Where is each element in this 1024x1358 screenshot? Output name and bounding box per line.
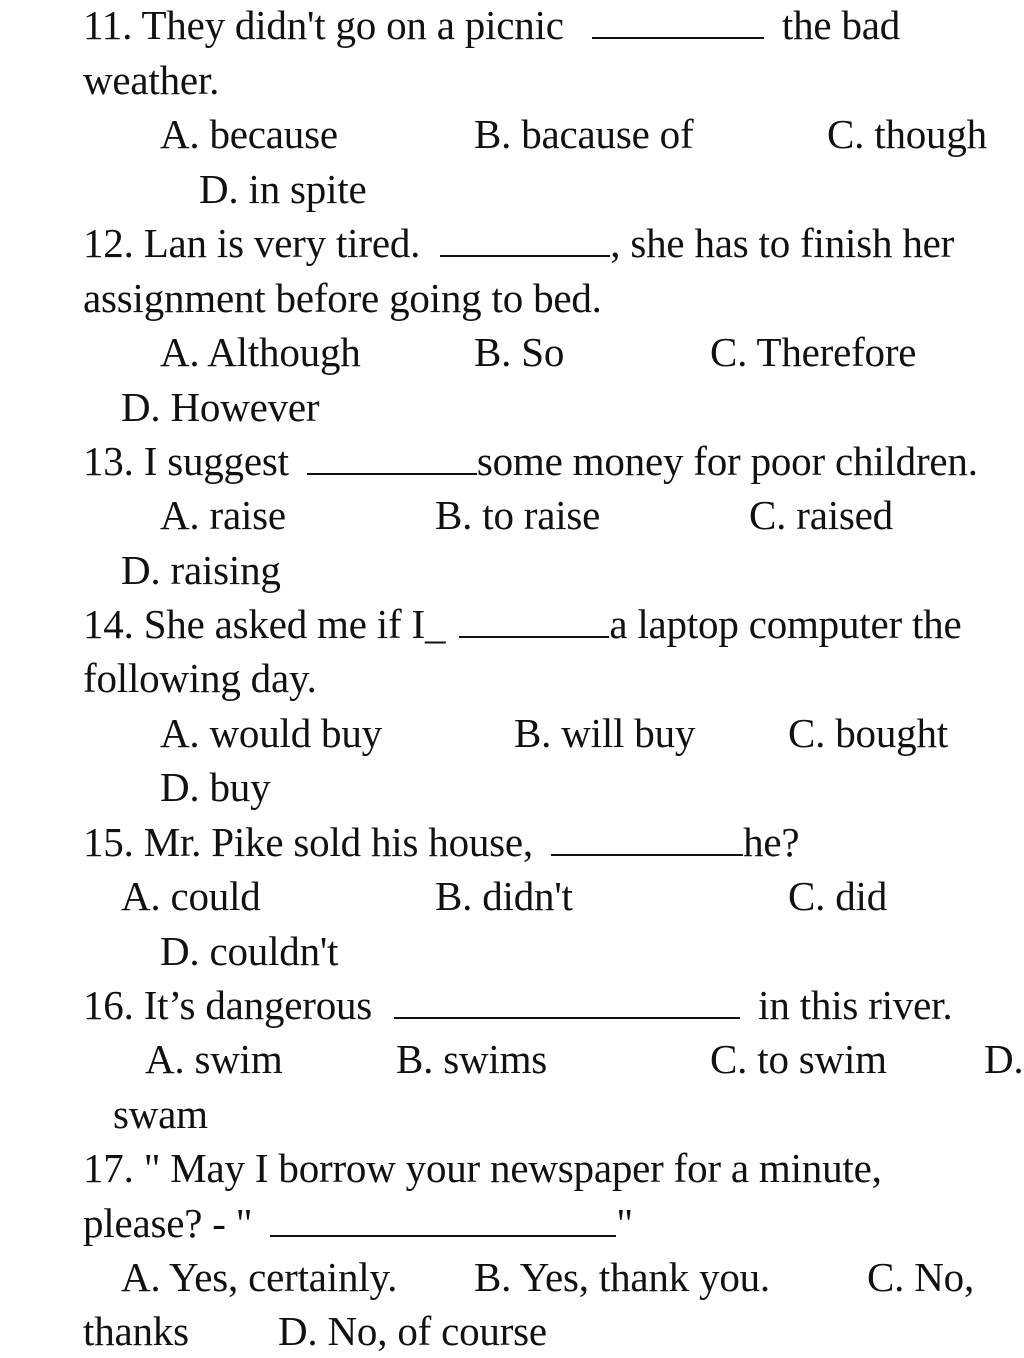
question-13-stem-start: 13. I suggest — [83, 438, 289, 484]
question-15-stem-end: he? — [743, 819, 800, 865]
question-12-stem-end: , she has to finish her — [610, 220, 955, 266]
question-11-stem-end: the bad — [781, 2, 901, 48]
option-16-a[interactable]: A. swim — [145, 1036, 283, 1082]
question-11-stem-cont: weather. — [83, 57, 220, 103]
option-14-a[interactable]: A. would buy — [160, 710, 382, 756]
option-13-c[interactable]: C. raised — [749, 492, 893, 538]
answer-blank[interactable] — [270, 1205, 616, 1237]
option-17-d[interactable]: D. No, of course — [278, 1308, 547, 1354]
option-11-c[interactable]: C. though — [827, 111, 987, 157]
question-12-stem-cont: assignment before going to bed. — [83, 275, 602, 321]
option-17-c[interactable]: C. No, — [867, 1254, 975, 1300]
option-13-b[interactable]: B. to raise — [435, 492, 601, 538]
answer-blank[interactable] — [551, 824, 743, 856]
question-16-stem-start: 16. It’s dangerous — [83, 982, 373, 1028]
answer-blank[interactable] — [459, 606, 609, 638]
option-14-b[interactable]: B. will buy — [514, 710, 696, 756]
question-13-stem-end: some money for poor children. — [476, 438, 978, 484]
question-14-stem-end: a laptop computer the — [609, 601, 962, 647]
option-12-d[interactable]: D. However — [121, 384, 320, 430]
option-12-a[interactable]: A. Although — [160, 329, 361, 375]
question-16-stem-end: in this river. — [758, 982, 953, 1028]
option-16-c[interactable]: C. to swim — [710, 1036, 887, 1082]
question-12-stem-start: 12. Lan is very tired. — [83, 220, 421, 266]
option-16-d-cont[interactable]: swam — [113, 1091, 208, 1137]
question-13-stem — [83, 436, 978, 486]
question-17-stem: 17. " May I borrow your newspaper for a minute, — [83, 1145, 882, 1191]
question-15-stem-start: 15. Mr. Pike sold his house, — [83, 819, 533, 865]
question-17-stem-cont-end: " — [616, 1200, 633, 1246]
question-17-stem-cont — [83, 1198, 633, 1248]
question-14-stem-start: 14. She asked me if I_ — [83, 601, 446, 647]
option-11-a[interactable]: A. because — [160, 111, 338, 157]
answer-blank[interactable] — [307, 443, 477, 475]
answer-blank[interactable] — [394, 987, 740, 1019]
option-11-b[interactable]: B. bacause of — [474, 111, 694, 157]
option-12-b[interactable]: B. So — [474, 329, 565, 375]
question-14-stem — [83, 599, 961, 649]
question-15-stem — [83, 817, 799, 867]
answer-blank[interactable] — [440, 225, 610, 257]
answer-blank[interactable] — [592, 7, 764, 39]
option-17-b[interactable]: B. Yes, thank you. — [474, 1254, 770, 1300]
option-17-a[interactable]: A. Yes, certainly. — [121, 1254, 398, 1300]
option-15-d[interactable]: D. couldn't — [160, 928, 339, 974]
option-16-b[interactable]: B. swims — [396, 1036, 548, 1082]
question-11-stem — [83, 0, 900, 50]
option-11-d[interactable]: D. in spite — [199, 166, 367, 212]
option-15-b[interactable]: B. didn't — [435, 873, 573, 919]
question-16-stem — [83, 980, 952, 1030]
option-13-d[interactable]: D. raising — [121, 547, 281, 593]
option-12-c[interactable]: C. Therefore — [710, 329, 917, 375]
option-15-c[interactable]: C. did — [788, 873, 888, 919]
option-14-d[interactable]: D. buy — [160, 764, 271, 810]
option-17-c-cont[interactable]: thanks — [83, 1308, 189, 1354]
question-17-stem-cont-start: please? - " — [83, 1200, 253, 1246]
question-11-stem-start: 11. They didn't go on a picnic — [83, 2, 564, 48]
question-14-stem-cont: following day. — [83, 655, 317, 701]
option-16-d[interactable]: D. — [984, 1036, 1024, 1082]
option-13-a[interactable]: A. raise — [160, 492, 286, 538]
option-15-a[interactable]: A. could — [121, 873, 261, 919]
question-12-stem — [83, 218, 954, 268]
option-14-c[interactable]: C. bought — [788, 710, 948, 756]
